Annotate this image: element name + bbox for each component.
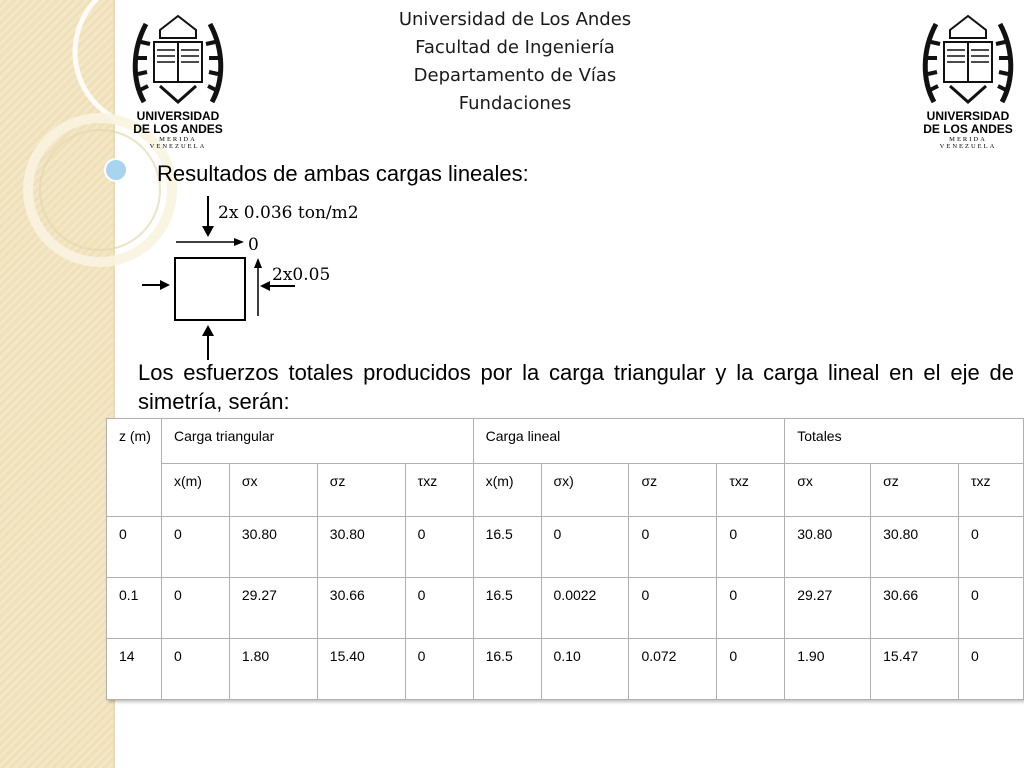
university-logo-right [920,10,1016,150]
subheader-cell: τxz [959,464,1024,517]
seal-icon [920,10,1016,110]
table-cell: 0 [161,578,229,639]
subheader-cell: σx [229,464,317,517]
logo-name-line2: DE LOS ANDES [133,122,223,136]
table-cell: 15.47 [871,639,959,700]
soil-element [175,258,245,320]
header-carga-triangular: Carga triangular [161,419,473,464]
header-course: Fundaciones [458,93,572,114]
university-logo-left [130,10,226,150]
table-cell: 0 [629,578,717,639]
explanation-paragraph: Los esfuerzos totales producidos por la carga triangular y la carga lineal en el eje de simetría, serán: [138,360,1014,414]
stress-element-diagram [130,190,390,365]
table-cell: 1.80 [229,639,317,700]
subheader-cell: x(m) [473,464,541,517]
table-cell: 0 [161,517,229,578]
top-shear-value: 0 [248,235,259,255]
table-cell: 0 [541,517,629,578]
stress-results-table [106,418,1024,700]
header-department: Departamento de Vías [413,65,617,86]
logo-name-line1: UNIVERSIDAD [926,109,1010,123]
logo-name-line1: UNIVERSIDAD [136,109,220,123]
table-cell: 0.072 [629,639,717,700]
table-cell: 0 [717,517,785,578]
table-cell: 30.80 [871,517,959,578]
table-cell: 30.80 [785,517,871,578]
table-cell: 0.1 [107,578,162,639]
table-cell: 16.5 [473,578,541,639]
subheader-cell: σx [785,464,871,517]
subheader-cell: τxz [405,464,473,517]
table-cell: 30.66 [317,578,405,639]
logo-location: MERIDA VENEZUELA [149,136,207,150]
subheader-cell: σz [871,464,959,517]
table-cell: 0 [717,639,785,700]
header-carga-lineal: Carga lineal [473,419,785,464]
table-cell: 0 [959,517,1024,578]
table-cell: 30.80 [317,517,405,578]
header-faculty: Facultad de Ingeniería [415,37,615,58]
header-university: Universidad de Los Andes [398,9,632,30]
logo-location: MERIDA VENEZUELA [939,136,997,150]
subheader-cell: σz [317,464,405,517]
table-cell: 0 [629,517,717,578]
subheader-cell: σx) [541,464,629,517]
table-row [107,639,1024,700]
subheader-cell: τxz [717,464,785,517]
table-cell: 0 [717,578,785,639]
table-row [107,517,1024,578]
table-subheader-row [107,464,1024,517]
table-cell: 0.0022 [541,578,629,639]
table-cell: 16.5 [473,517,541,578]
slide-subtitle: Resultados de ambas cargas lineales: [157,161,529,186]
table-cell: 0 [405,639,473,700]
table-cell: 15.40 [317,639,405,700]
table-cell: 30.80 [229,517,317,578]
subheader-cell: x(m) [161,464,229,517]
load-label: 2x 0.036 ton/m2 [218,203,359,223]
table-cell: 0 [959,578,1024,639]
table-cell: 0 [161,639,229,700]
bullet-dot [105,159,127,181]
table-cell: 0 [405,517,473,578]
subheader-cell: σz [629,464,717,517]
table-cell: 16.5 [473,639,541,700]
side-value: 2x0.05 [272,265,331,285]
header [300,6,730,118]
table-cell: 30.66 [871,578,959,639]
table-cell: 0 [107,517,162,578]
table-cell: 14 [107,639,162,700]
header-totales: Totales [785,419,1024,464]
table-cell: 1.90 [785,639,871,700]
table-row [107,578,1024,639]
header-z: z (m) [107,419,162,517]
table-cell: 29.27 [785,578,871,639]
seal-icon [130,10,226,110]
table-cell: 0.10 [541,639,629,700]
table-group-header-row [107,419,1024,464]
logo-name-line2: DE LOS ANDES [923,122,1013,136]
table-cell: 0 [405,578,473,639]
table-cell: 0 [959,639,1024,700]
table-cell: 29.27 [229,578,317,639]
